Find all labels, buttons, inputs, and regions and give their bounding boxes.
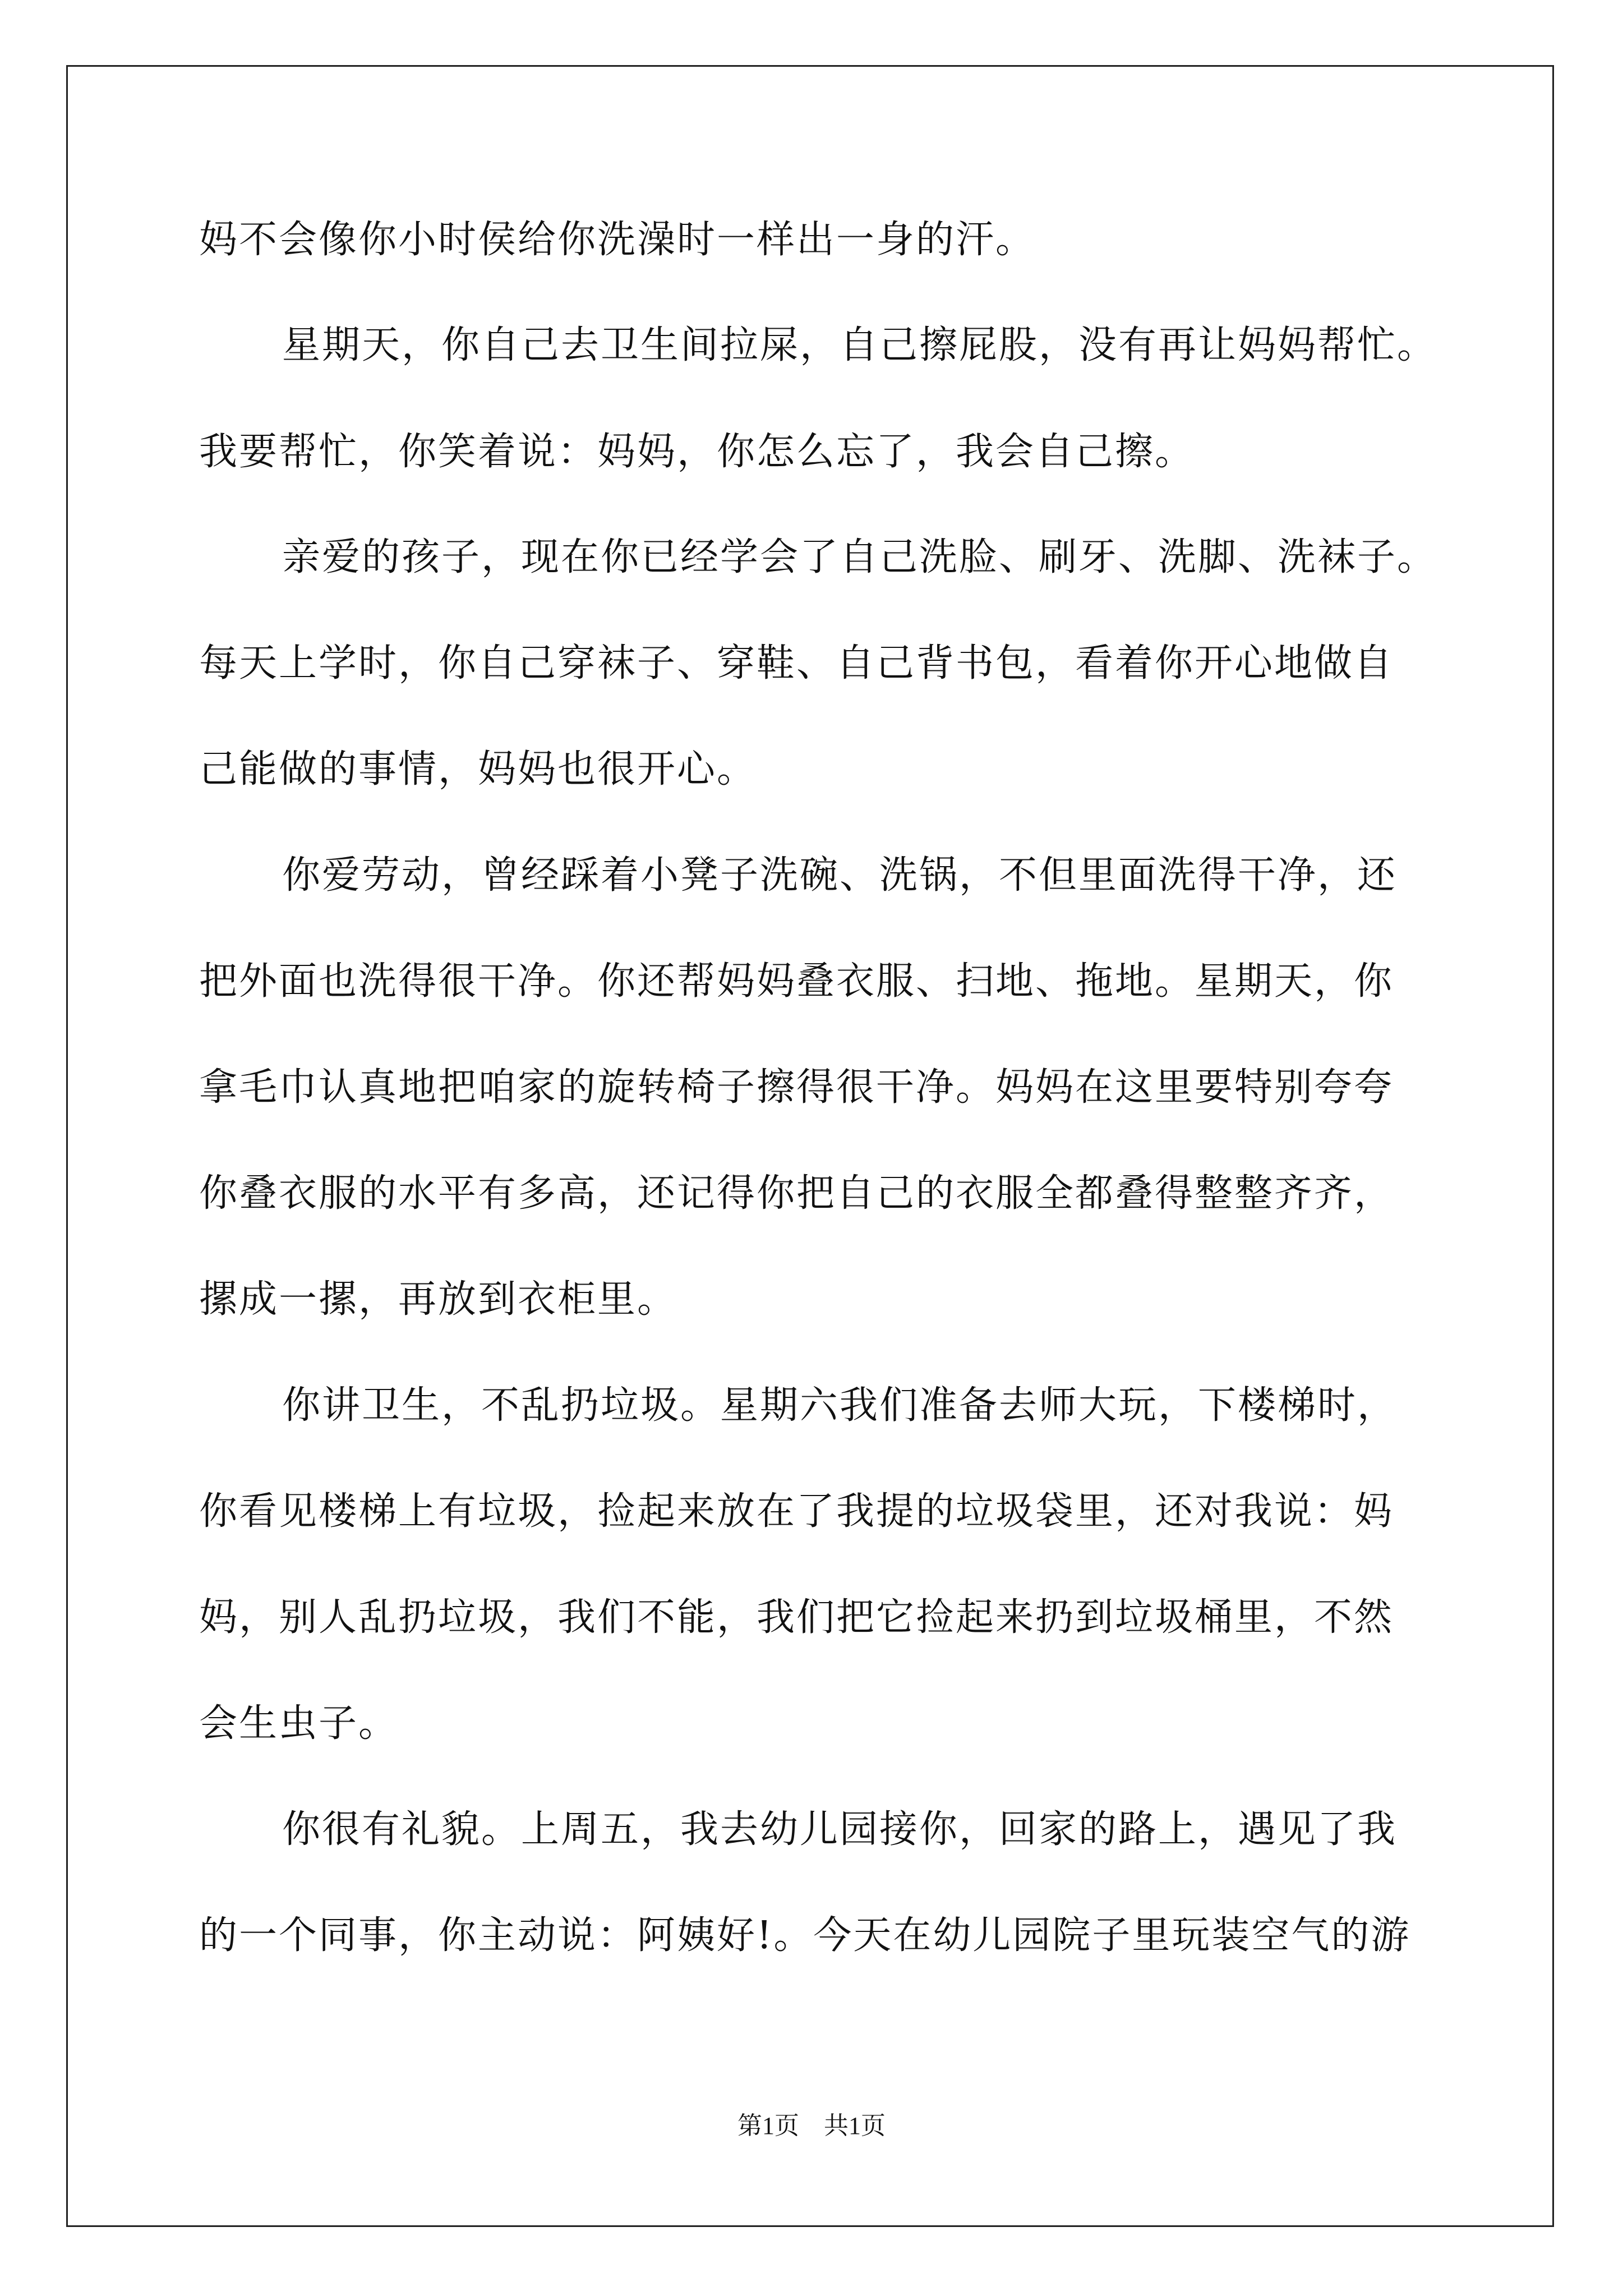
text-line: 你很有礼貌。上周五，我去幼儿园接你，回家的路上，遇见了我 (282, 1807, 1398, 1852)
text-line: 拿毛巾认真地把咱家的旋转椅子擦得很干净。妈妈在这里要特别夸夸 (199, 1065, 1394, 1110)
text-line: 你看见楼梯上有垃圾，捡起来放在了我提的垃圾袋里，还对我说：妈 (199, 1489, 1394, 1534)
text-line: 会生虫子。 (199, 1701, 399, 1746)
text-line: 星期天，你自己去卫生间拉屎，自己擦屁股，没有再让妈妈帮忙。 (282, 323, 1437, 367)
text-line: 把外面也洗得很干净。你还帮妈妈叠衣服、扫地、拖地。星期天，你 (199, 959, 1394, 1004)
text-line: 己能做的事情，妈妈也很开心。 (199, 747, 757, 792)
text-line: 妈，别人乱扔垃圾，我们不能，我们把它捡起来扔到垃圾桶里，不然 (199, 1595, 1394, 1640)
text-line: 你讲卫生，不乱扔垃圾。星期六我们准备去师大玩，下楼梯时， (282, 1383, 1398, 1428)
text-line: 每天上学时，你自己穿袜子、穿鞋、自己背书包，看着你开心地做自 (199, 641, 1394, 685)
page-number-footer: 第1页 共1页 (737, 2112, 886, 2139)
text-line: 我要帮忙，你笑着说：妈妈，你怎么忘了，我会自己擦。 (199, 430, 1195, 474)
text-line: 妈不会像你小时侯给你洗澡时一样出一身的汗。 (199, 218, 1036, 262)
text-line: 亲爱的孩子，现在你已经学会了自己洗脸、刷牙、洗脚、洗袜子。 (282, 535, 1437, 579)
text-line: 你爱劳动，曾经踩着小凳子洗碗、洗锅，不但里面洗得干净，还 (282, 853, 1398, 898)
text-line: 你叠衣服的水平有多高，还记得你把自己的衣服全都叠得整整齐齐， (199, 1171, 1394, 1216)
page-border (66, 65, 1554, 2227)
text-line: 的一个同事，你主动说：阿姨好!。今天在幼儿园院子里玩装空气的游 (199, 1913, 1411, 1958)
text-line: 摞成一摞，再放到衣柜里。 (199, 1277, 677, 1322)
